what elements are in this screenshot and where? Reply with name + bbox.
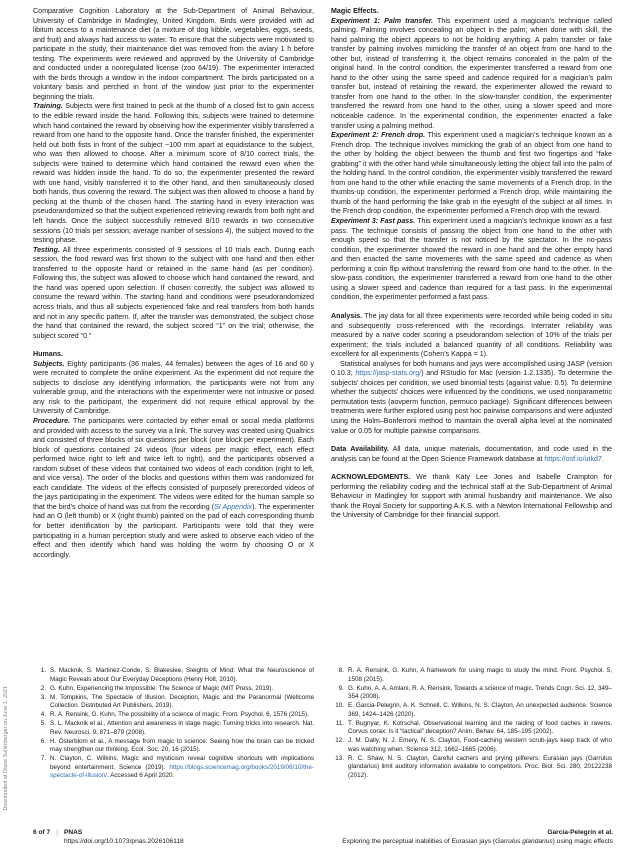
paragraph-experiment-2 [331,131,612,217]
reference-number: 2. [40,684,46,692]
magic-effects-heading: Magic Effects. [331,7,379,15]
reference-number: 9. [338,684,344,692]
analysis-text: The jay data for all three experiments were recorded while being coded in situ and subsequently cross-referenced with the recordings. Interrater reliability was measured by a naïve coder scoring a pseudorandom selection of 10% of the trials per experiment; the trials included a balanced quantity of all conditions. Reliability was excellent for all experiments (Cohen’s Kappa = 1). [331,311,612,359]
reference-item [331,720,612,737]
reference-number: 3. [40,693,46,701]
procedure-text-b: ). The experimenter had an O (left thumb) or X (right thumb) painted on the pad of each corresponding thumb for better identification by the participant. Participants were told that they were participating in a human perception study and were asked to observe each video of the effect and then identify which hand was holding the worm by choosing O or X accordingly. [33,502,314,559]
reference-number: 1. [40,667,46,674]
footer-brand-block [64,828,184,846]
reference-number: 7. [40,755,46,762]
two-column-layout [33,7,613,862]
reference-text [50,755,314,781]
spacer [331,436,612,445]
analysis-2-text-b: ) and RStudio for Mac (version 1.2.1335). To determine the subjects’ choices per condition, we used binomial tests (against value: 0.5). To determine whether the subjects’ choices were influenced by the conditions, we used nonparametric permutation tests (aovperm function, permuco package). Significant differences between treatments were further explored using post hoc pairwise comparisons and were adjusted using the Holm–Bonferroni method to maintain the overall alpha level at the nominated value or 0.05 for multiple pairwise comparisons. [331,369,612,435]
reference-item [33,755,314,781]
reference-item [33,738,314,755]
training-label: Training. [33,102,63,111]
references-right [331,667,612,781]
paragraph-experiment-1 [331,17,612,132]
reference-number: 11. [335,719,344,727]
analysis-label: Analysis. [331,311,363,320]
reference-item [331,667,612,684]
left-column-body [33,7,314,560]
reference-text: R. A. Rensink, G. Kuhn, A framework for using magic to study the mind. Front. Psychol. 5, 1508 (2015). [348,667,612,683]
paragraph-housing [33,7,314,102]
reference-number: 8. [338,667,344,674]
reference-number: 10. [335,702,344,709]
paragraph-experiment-3 [331,217,612,303]
training-text: Subjects were first trained to peck at the thumb of a closed fist to gain access to the edible reward inside the hand. Following this, subjects were trained to determine which hand contained the reward by observing how the experimenter visibly transferred a reward from one hand to the opposite hand. Once the transfer finished, the experimenter held out both fists in front of the subject ~100 mm apart at equidistance to the subject, who was then allowed to choose. After a minimum score of 8/10 correct trials, the subjects were trained to determine which hand contained the reward even when the reward was hidden inside the hand. To do so, the experimenter presented the reward with one hand, visibly transferred it to the other hand, and then simultaneously closed both hands, thus covering the reward. The subject was then allowed to choose a hand by pecking at the thumb of the chosen hand. The starting hand in every interaction was pseudorandomized so that the subject experienced retrieving rewards from both right and left hands. Once the subject successfully retrieved 8/10 rewards in two consecutive sessions (10 trials per session; average number of sessions 4), the subject moved to the testing phase. [33,102,314,245]
reference-text: G. Kuhn, A. A. Amlani, R. A. Rensink, Towards a science of magic. Trends Cogn. Sci. 12, 349–354 (2008). [348,684,612,700]
experiment-3-label: Experiment 3: Fast pass. [331,217,416,226]
subjects-label: Subjects. [33,359,65,368]
testing-label: Testing. [33,245,60,254]
paragraph-training [33,102,314,245]
reference-text: S. Macknik, S. Martinez-Conde, S. Blakeslee, Sleights of Mind: What the Neuroscience of Magic Reveals about Our Everyday Deceptions (Henry Holt, 2010). [50,667,314,683]
reference-number: 5. [40,720,46,727]
footer-authors: Garcia-Pelegrin et al. [547,829,613,836]
reference-number: 4. [40,711,46,718]
reference-text: M. Tompkins, The Spectacle of Illusion. Deception, Magic and the Paranormal (Wellcome Collection. Distributed Art Publishers, 2019). [50,693,314,709]
footer-divider: | [56,829,58,836]
reference-text-a: N. Clayton, C. Wilkins, Magic and mysticism reveal cognitive shortcuts with implications beyond entertainment. Science (2019). [50,755,314,771]
reference-item [331,702,612,719]
reference-item [33,667,314,684]
reference-text: T. Bugnyar, K. Kotrschal, Observational learning and the raiding of food caches in ravens, Corvus corax: Is it “tactical” deception? Anim. Behav. 64, 185–195 (2002). [348,719,612,735]
right-column-body [331,7,612,521]
paragraph-analysis [331,312,612,360]
footer-title-b: ) using magic effects [552,838,613,845]
humans-heading: Humans. [33,350,63,359]
procedure-text-a: The participants were contacted by either email or social media platforms and provided with access to the survey via a link. The survey was created using Qualtrics and consisted of three blocks of six questions per block (one block per experiment). Each block of questions contained 24 videos (four videos per magic effect, each effect performed twice right to left and twice left to right), and the participants observed a random subset of these videos that contained two videos of each condition (right to left, and vice versa). The order of the blocks and questions within them was randomized for each candidate. The videos of the effects consisted of purposely prerecorded videos of the jays participating in the experiment. The videos were edited for the human sample so that the bird’s choice of hand was cut from the recording ( [33,416,314,511]
right-column [331,7,612,819]
page-number: 6 of 7 [33,829,51,836]
paragraph-subjects [33,360,314,417]
reference-item [33,720,314,737]
data-availability-text-a: All data, unique materials, documentation, and code used in the analysis can be found at the Open Science Framework database at [331,445,612,463]
jasp-link[interactable]: https://jasp-stats.org/ [355,369,422,378]
reference-number: 13. [335,754,344,762]
reference-item [33,711,314,720]
reference-text: E. Garcia-Pelegrin, A. K. Schnell, C. Wilkins, N. S. Clayton, An unexpected audience. Science 369, 1424–1426 (2020). [348,702,612,718]
footer-title-a: Exploring the perceptual inabilities of Eurasian jays ( [342,838,496,845]
experiment-1-text: This experiment used a magician’s technique called palming. Palming involves concealing an object in the palm; when done with skill, the hand palming the object appears to not be holding anything. A palm transfer or fake transfer by palming involves mimicking the transfer of an object from one hand to the other but, instead of transferring it, the object remains concealed in the palm of the original hand. In the control condition, the experimenter transferred a reward from one hand to the other using the same speed and cadence required for a magician’s palm transfer but, instead of retaining the reward, the experimenter allowed the reward to transfer from one hand to the other. In the slow-transfer condition, the experimenter transferred the reward from one hand to the other, using a slower speed and more noticeable cadence. In the experimental condition, the experimenter enacted a fake transfer using a palming method. [331,16,612,130]
page-footer [33,828,613,846]
paragraph-analysis-2 [331,360,612,436]
experiment-2-text: This experiment used a magician’s technique known as a French drop. The technique involves mimicking the grab of an object from one hand to the other by holding the object between the thumb and first two fingertips and “fake grabbing” it with the other hand while simultaneously letting the object fall into the palm of the holding hand. In the control condition, the experimenter visibly transferred the reward from one hand to the other while enacting the same movements of a French drop. In the thumbs-up condition, the experimenter performed a French drop, while maintaining the thumb of the hand performing the fake grab in the eyesight of the subject at all times. In the French drop condition, the experimenter performed a French drop with the reward. [331,131,612,216]
data-availability-text-b: . [601,454,604,463]
footer-article-title [342,838,613,845]
reference-item [33,685,314,694]
doi-link[interactable]: https://doi.org/10.1073/pnas.2026106118 [63,838,184,845]
sciencemag-link[interactable]: https://blogs.sciencemag.org/books/2019/06/10/the-spectacle-of-illusion/ [50,763,314,779]
reference-text: J. M. Dally, N. J. Emery, N. S. Clayton, Food-caching western scrub-jays keep track of who was watching when. Science 312, 1662–1665 (2006). [348,737,612,753]
spacer [331,464,612,473]
paragraph-data-availability [331,445,612,464]
reference-text: G. Kuhn, Experiencing the Impossible: The Science of Magic (MIT Press, 2019). [50,684,274,692]
acknowledgments-label: ACKNOWLEDGMENTS. [331,473,411,482]
reference-item [331,685,612,702]
experiment-3-text: This experiment used a magician’s technique known as a fast pass. The technique consists of passing the object from one hand to the other with enough speed so that the transfer is not noticed by the spectator. In the no-pass condition, the experimenter showed the reward in one hand and the other empty hand and then enacted the same movements with the same speed and cadence as when performing a coin flip without transferring the reward from one hand to the other. In the slow-pass condition, the experimenter transferred a reward from one hand to the other using a slower speed and cadence than required for a fast pass. In the experimental condition, the experimenter performed a fast pass. [331,217,612,302]
testing-text: All three experiments consisted of 9 sessions of 10 trials each. During each session, the food reward was first shown to the subject with one hand and then either transferred to the opposite hand or retained in the same hand (as per condition). Following this, the subject was allowed to choose which hand contained the reward, and the hand was opened upon selection. If chosen correctly, the subject was allowed to consume the reward within. The starting hand and conditions were pseudorandomized across trials, and thus all subjects experienced fake and real transfers from both hands and not in any specific pattern. If, after the transfer was demonstrated, the subject chose the hand that contained the reward, the subject scored “1” on the trial; otherwise, the subject scored “0.” [33,245,314,340]
reference-text: H. Österblom et al., A message from magic to science: Seeing how the brain can be tricked may strengthen our thinking. Ecol. Soc. 20, 16 (2015). [50,737,314,753]
reference-text: S. L. Macknik et al., Attention and awareness in stage magic: Turning tricks into research. Nat. Rev. Neurosci. 9, 871–879 (2008). [50,720,314,736]
paragraph-text: Comparative Cognition Laboratory at the Sub-Department of Animal Behaviour, University of Cambridge in Madingley, United Kingdom. Birds were provided with ad libitum access to a maintenance diet (a mixture of dog kibble, vegetables, eggs, seeds, and fruit) and always had access to water. To ensure that the subjects were motivated to participate in the study, their maintenance diet was removed from the aviary 1 h before testing. The experiments were reviewed and approved by the University of Cambridge and conducted under a nonregulated license (zoo 64/19). The experimenter interacted with the birds through a window in the indoor compartment. The birds participated on a voluntary basis and perched in front of the window just prior to the experimenter beginning the trials. [33,7,314,101]
left-column [33,7,314,819]
reference-number: 6. [40,737,46,745]
journal-name: PNAS [63,829,83,836]
footer-species: Garrulus glandarius [495,838,553,845]
reference-text: R. C. Shaw, N. S. Clayton, Careful cachers and prying pilferers: Eurasian jays (Garrulus glandarius) limit auditory information available to competitors. Proc. Biol. Sci. 280, 20122238 (2012). [348,754,612,779]
footer-right [342,828,613,846]
reference-item [331,737,612,754]
data-availability-label: Data Availability. [331,445,389,454]
reference-item [33,694,314,711]
si-appendix-link[interactable]: SI Appendix [214,502,253,511]
spacer [33,341,314,350]
analysis-2-text-a: Statistical analyses for both humans and jays were accomplished using JASP (version 0.10.3; [331,359,612,378]
download-watermark: Downloaded at Diane Sullenberger on June 1, 2021 [3,685,9,810]
reference-text: R. A. Rensink, G. Kuhn, The possibility of a science of magic. Front. Psychol. 6, 1576 (2015). [50,711,309,718]
experiment-2-label: Experiment 2: French drop. [331,131,426,140]
reference-number: 12. [335,737,344,744]
paragraph-procedure [33,417,314,560]
paragraph-testing [33,246,314,341]
subjects-text: Eighty participants (36 males, 44 females) between the ages of 16 and 60 y were recruited to complete the online experiment. As the experiment did not require the subjects to disclose any identifying information, the participants were not from any vulnerable group, and the interactions with the experimenter were not intrusive or posed any risk to the participant, the experiment did not require ethical approval by the University of Cambridge. [33,359,314,416]
paragraph-acknowledgments [331,473,612,521]
reference-text-b: . Accessed 6 April 2020. [107,772,175,779]
footer-left [33,828,184,846]
procedure-label: Procedure. [33,416,71,425]
spacer [331,303,612,312]
osf-link[interactable]: https://osf.io/utkd7 [544,454,602,463]
acknowledgments-text: We thank Katy Lee Jones and Isabelle Crampton for performing the reliability coding and the technical staff at the Sub-Department of Animal Behaviour in Madingley for support with animal husbandry and maintenance. We also thank the Royal Society for supporting A.K.S. with a Newton International Fellowship and the University of Cambridge for their financial support. [331,473,612,520]
reference-item [331,755,612,781]
experiment-1-label: Experiment 1: Palm transfer. [331,16,434,25]
references-left [33,667,314,781]
